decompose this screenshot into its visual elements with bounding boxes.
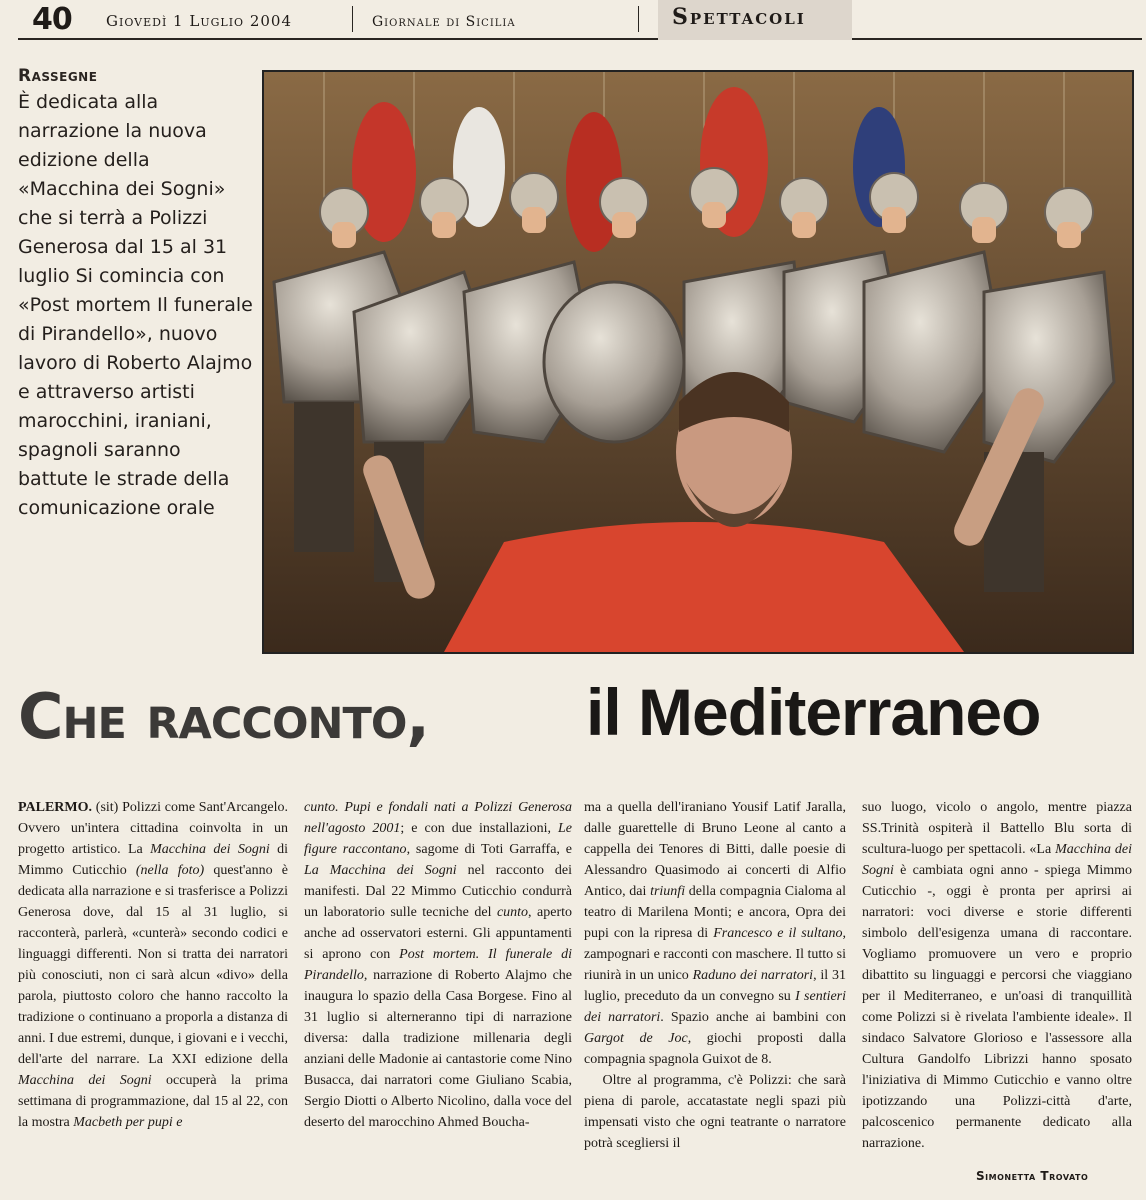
article-text: , zampognari e racconti con maschere. Il tutto si riunirà in un unico xyxy=(584,926,847,983)
page-header xyxy=(18,0,1142,40)
article-italic: Francesco e il sultano xyxy=(713,926,843,941)
page-number: 40 xyxy=(32,2,72,37)
article-italic: La Macchina dei Sogni xyxy=(304,863,457,878)
article-italic: Macchina dei Sogni xyxy=(862,842,1132,878)
article-text: della compagnia Cialoma al teatro di Marilena Monti; e ancora, Opra dei pupi con la ripresa di xyxy=(584,884,846,941)
header-divider xyxy=(638,6,639,32)
article-italic: (nella foto) xyxy=(135,863,205,878)
article-text: , narrazione di Roberto Alajmo che inaugura lo spazio della Casa Borgese. Fino al 31 luglio si alterneranno tipi di narrazione diversa: dalla tradizione millenaria degli anziani delle Madonie ai cantastorie come Nino Busacca, dai narratori come Giuliano Scabia, Sergio Diotti o Alberto Nicolino, dalla voce del deserto del marocchino Ahmed Boucha- xyxy=(304,968,572,1130)
article-italic: Post mortem. Il funerale di Pirandello xyxy=(304,947,572,983)
newspaper-name: Giornale di Sicilia xyxy=(372,14,516,30)
article-text: , giochi proposti dalla compagnia spagnola Guixot de 8. xyxy=(584,1031,846,1067)
article-column-1 xyxy=(18,797,288,1133)
article-column-3 xyxy=(584,797,846,1154)
article-italic: Macbeth per pupi e xyxy=(73,1115,183,1130)
article-italic: Gargot de Joc xyxy=(584,1031,688,1046)
headline-part-2: il Mediterraneo xyxy=(586,675,1041,749)
section-label-box xyxy=(658,0,852,40)
article-text: ; e con due installazioni, xyxy=(400,821,551,836)
headline-part-1: Che racconto, xyxy=(18,680,429,753)
article-column-2 xyxy=(304,797,572,1133)
header-divider xyxy=(352,6,353,32)
article-column-4 xyxy=(862,797,1132,1154)
article-italic: Raduno dei narratori xyxy=(692,968,814,983)
article-italic: cunto. Pupi e fondali nati a Polizzi Generosa nell'agosto 2001 xyxy=(304,800,572,836)
article-text: nel racconto dei manifesti. Dal 22 Mimmo Cuticchio condurrà un laboratorio sulle tecniche del xyxy=(304,863,573,920)
article-text: occuperà la prima settimana di programmazione, dal 15 al 22, con la mostra xyxy=(18,1073,289,1130)
issue-date: Giovedì 1 Luglio 2004 xyxy=(106,12,292,30)
article-text: , il 31 luglio, preceduto da un convegno su xyxy=(584,968,846,1004)
article-text: suo luogo, vicolo o angolo, mentre piazza SS.Trinità ospiterà il Battello Blu sorta di scultura-luogo per spettacoli. «La xyxy=(862,800,1132,857)
article-italic: cunto xyxy=(496,905,529,920)
section-title: Spettacoli xyxy=(672,4,806,30)
article-text: . Spazio anche ai bambini con xyxy=(660,1010,846,1025)
sidebar-summary xyxy=(18,66,254,523)
article-italic: Macchina dei Sogni xyxy=(150,842,270,857)
article-text: ma a quella dell'iraniano Yousif Latif Jaralla, dalle guarettelle di Bruno Leone al canto a cappella dei Tenores di Bitti, dalle poesie di Alessandro Quasimodo ai concerti di Alfio Antico, dai xyxy=(584,800,846,899)
article-italic: Le figure raccontano xyxy=(304,821,573,857)
article-text: (sit) Polizzi come Sant'Arcangelo. Ovvero un'intera cittadina coinvolta in un progetto artistico. La xyxy=(18,800,289,857)
article-text: Oltre al programma, c'è Polizzi: che sarà piena di parole, accatastate negli spazi più impensati visto che ogni teatrante o narratore potrà scegliersi il xyxy=(584,1073,846,1151)
article-italic: I sentieri dei narratori xyxy=(584,989,847,1025)
dateline: PALERMO. xyxy=(18,800,93,815)
headline xyxy=(18,672,1142,762)
kicker: Rassegne xyxy=(18,66,98,86)
article-text: è cambiata ogni anno - spiega Mimmo Cuticchio -, oggi è pronta per aprirsi ai narratori: voci diverse e storie differenti simbolo dell'esigenza umana di raccontare. Vogliamo promuovere un vero e proprio dibattito su linguaggi e percorsi che viaggiano per il Mediterraneo, e un'oasi di tranquillità come Polizzi si è rivelata l'ambiente ideale». Il sindaco Salvatore Glorioso e l'assessore alla Cultura Gandolfo Librizzi hanno sposato l'iniziativa di Mimmo Cuticchio e vanno oltre ipotizzando una Polizzi-città d'arte, palcoscenico permanente dedicato alla narrazione. xyxy=(862,863,1133,1151)
article-italic: triunfi xyxy=(650,884,686,899)
article-text: , sagome di Toti Garraffa, e xyxy=(406,842,573,857)
byline: Simonetta Trovato xyxy=(976,1169,1089,1183)
article-text: di Mimmo Cuticchio xyxy=(18,842,288,878)
lead-text: È dedicata alla narrazione la nuova edizione della «Macchina dei Sogni» che si terrà a Polizzi Generosa dal 15 al 31 luglio Si comincia con «Post mortem Il funerale di Pirandello», nuovo lavoro di Roberto Alajmo e attraverso artisti marocchini, iraniani, spagnoli saranno battute le strade della comunicazione orale xyxy=(18,91,253,519)
article-italic: Macchina dei Sogni xyxy=(18,1073,152,1088)
article-text: , aperto anche ad osservatori esterni. Gli appuntamenti si aprono con xyxy=(304,905,572,962)
article-text: quest'anno è dedicata alla narrazione e si trasferisce a Polizzi Generosa dove, dal 15 al 31 luglio, si racconterà, parlerà, «cunterà» secondo codici e linguaggi differenti. Non si tratta dei narratori più conosciuti, non ci sarà alcun «divo» della parola, piuttosto coloro che hanno raccolto la tradizione o continuano a proporla a distanza di anni. I due estremi, dunque, i giovani e i vecchi, dell'arte del narrare. La XXI edizione della xyxy=(18,863,288,1067)
article-photo xyxy=(262,70,1134,654)
puppets-photo-illustration xyxy=(264,72,1132,652)
